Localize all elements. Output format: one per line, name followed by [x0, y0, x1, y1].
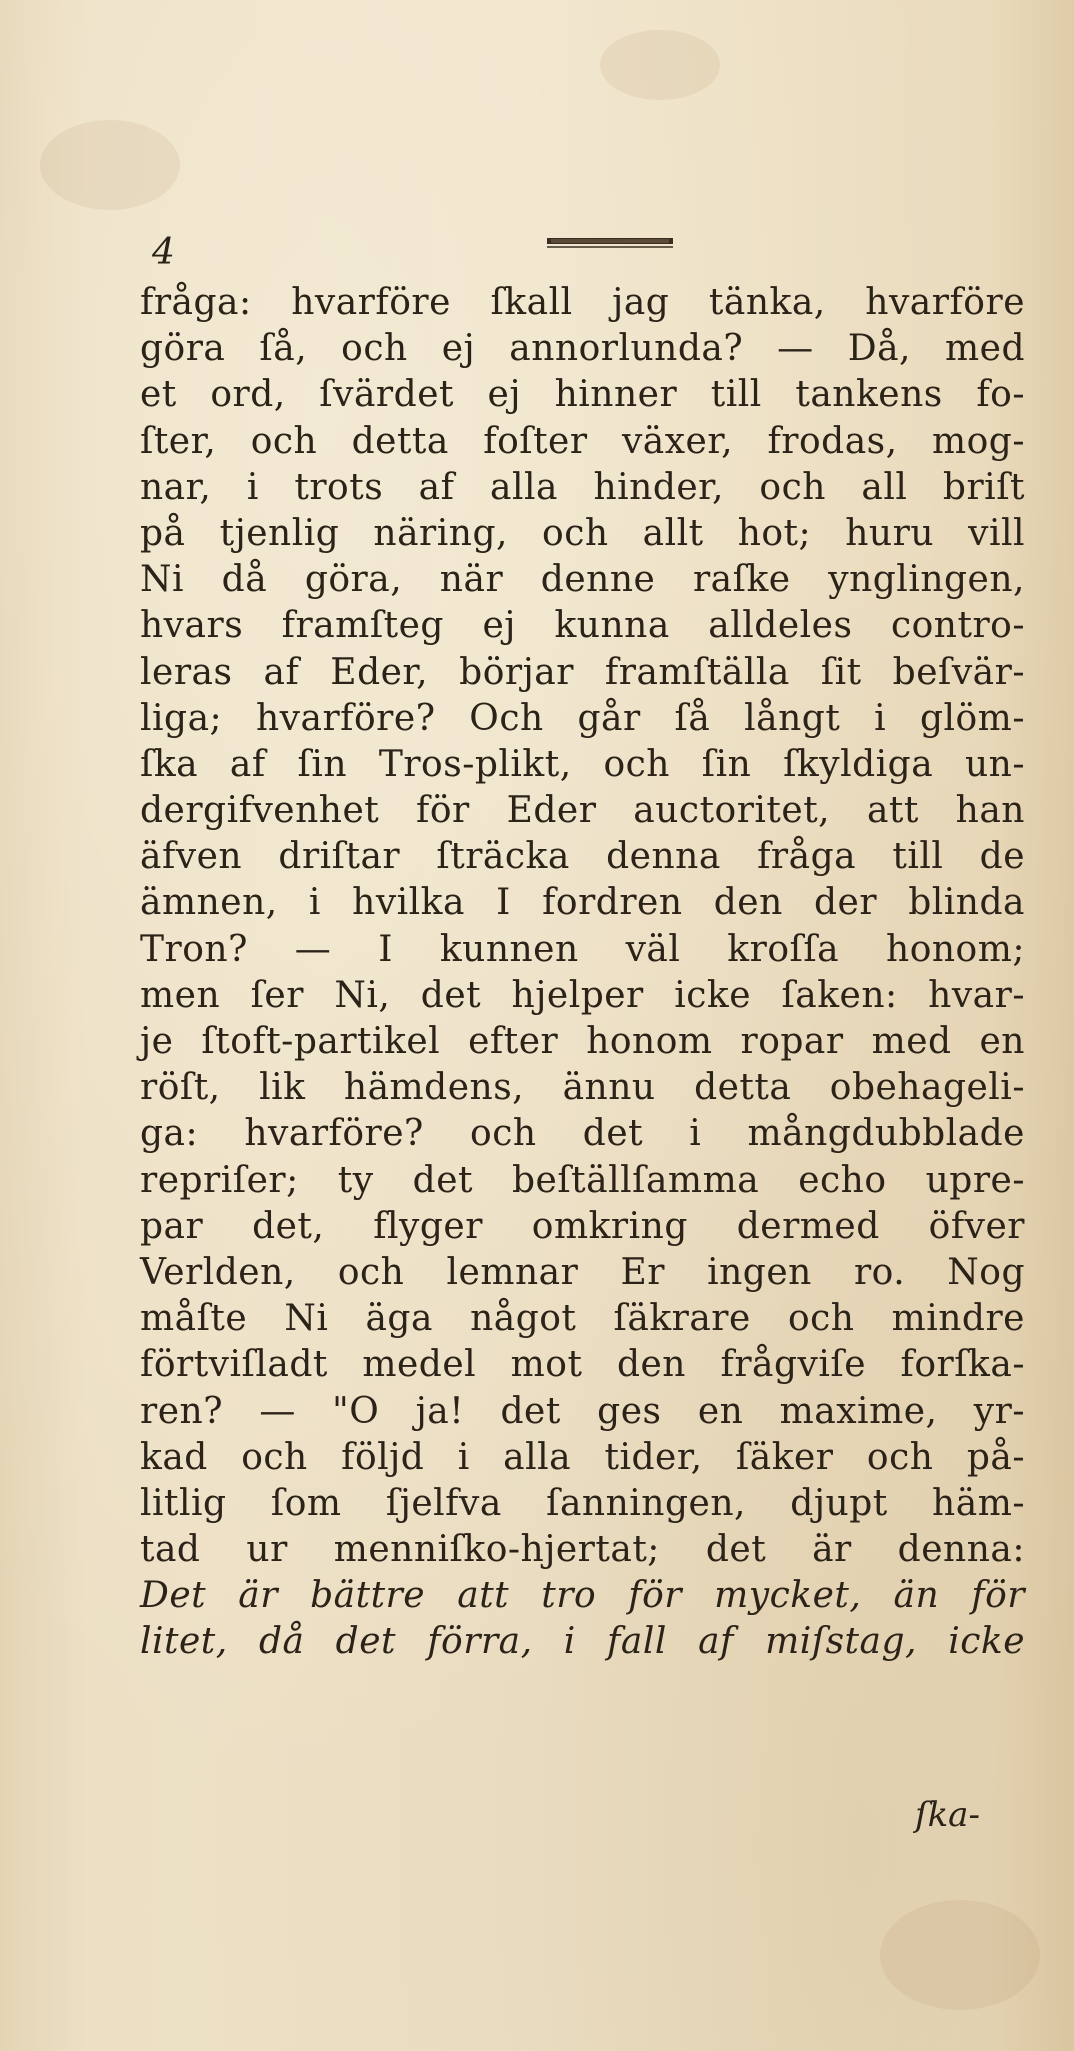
- text-line: ren? — "O ja! det ges en maxime, yr-: [140, 1390, 1025, 1432]
- text-line: röſt, lik hämdens, ännu detta obehageli-: [140, 1067, 1025, 1109]
- paper-stain: [600, 30, 720, 100]
- text-line: äfven driſtar ſträcka denna fråga till de: [140, 836, 1025, 878]
- paper-stain: [880, 1900, 1040, 2010]
- text-line: måſte Ni äga något ſäkrare och mindre: [140, 1298, 1025, 1340]
- header-ornament: [545, 233, 675, 251]
- text-line: Verlden, och lemnar Er ingen ro. Nog: [140, 1251, 1025, 1293]
- text-line: göra ſå, och ej annorlunda? — Då, med: [140, 328, 1025, 370]
- text-line: hvars framſteg ej kunna alldeles contro-: [140, 605, 1025, 647]
- text-line: tad ur menniſko-hjertat; det är denna:: [140, 1529, 1025, 1571]
- text-line: ämnen, i hvilka I fordren den der blinda: [140, 882, 1025, 924]
- text-line: ſka af ſin Tros-plikt, och ſin ſkyldiga un-: [140, 743, 1025, 785]
- text-line: nar, i trots af alla hinder, och all briſt: [140, 466, 1025, 508]
- text-line: ſter, och detta foſter växer, frodas, mog-: [140, 420, 1025, 462]
- text-line: men ſer Ni, det hjelper icke ſaken: hvar-: [140, 974, 1025, 1016]
- text-line: fråga: hvarföre ſkall jag tänka, hvarföre: [140, 282, 1025, 323]
- text-line: dergifvenhet för Eder auctoritet, att han: [140, 790, 1025, 832]
- text-line: je ſtoft-partikel efter honom ropar med en: [140, 1021, 1025, 1062]
- text-line: et ord, ſvärdet ej hinner till tankens fo-: [140, 374, 1025, 416]
- text-line: kad och följd i alla tider, ſäker och på-: [140, 1436, 1025, 1478]
- text-line: Tron? — I kunnen väl kroſſa honom;: [140, 928, 1025, 970]
- body-text: [140, 280, 1025, 1666]
- text-line: Ni då göra, när denne raſke ynglingen,: [140, 559, 1025, 601]
- text-line: leras af Eder, börjar framſtälla ſit beſvär-: [140, 651, 1025, 693]
- paper-stain: [40, 120, 180, 210]
- text-line-italic: litet, då det förra, i fall af miſstag, icke: [140, 1621, 1025, 1663]
- text-line: på tjenlig näring, och allt hot; huru vill: [140, 512, 1025, 554]
- text-line: litlig ſom ſjelfva ſanningen, djupt häm-: [140, 1482, 1025, 1524]
- catchword: ſka-: [915, 1795, 980, 1835]
- text-line: repriſer; ty det beſtällſamma echo upre-: [140, 1159, 1025, 1201]
- text-line: ga: hvarföre? och det i mångdubblade: [140, 1113, 1025, 1155]
- page-number: 4: [152, 232, 175, 273]
- text-line: liga; hvarföre? Och går ſå långt i glöm-: [140, 697, 1025, 739]
- text-line: förtviſladt medel mot den frågviſe forſka-: [140, 1344, 1025, 1386]
- text-line: par det, flyger omkring dermed öfver: [140, 1205, 1025, 1247]
- text-line-italic: Det är bättre att tro för mycket, än för: [140, 1575, 1025, 1617]
